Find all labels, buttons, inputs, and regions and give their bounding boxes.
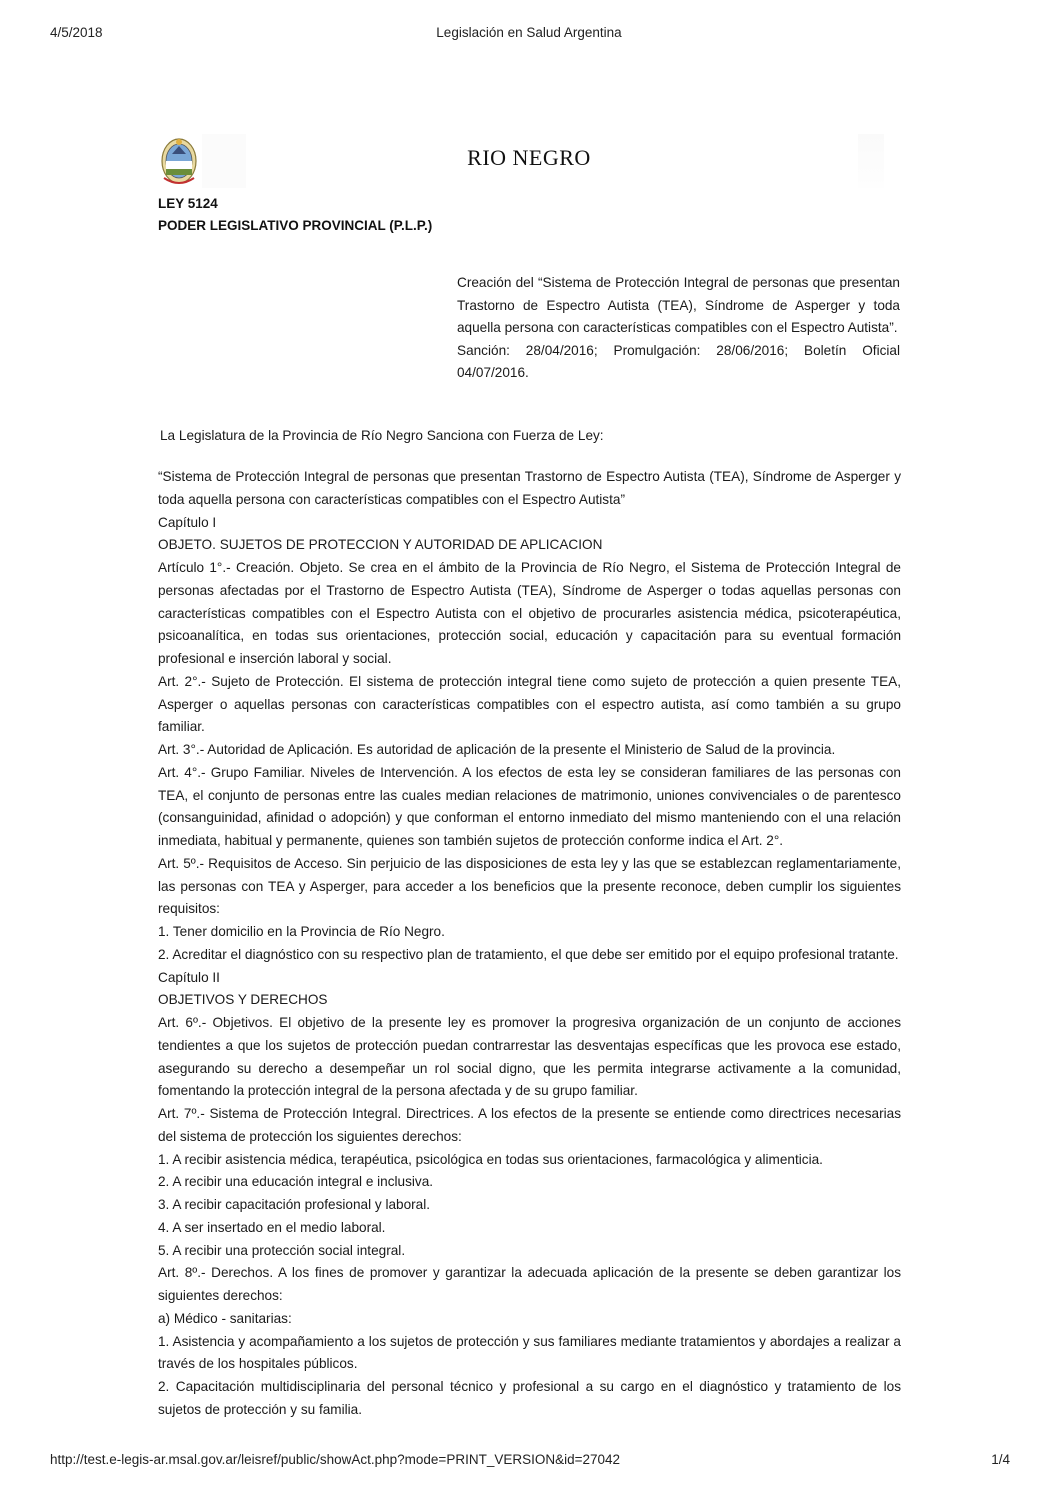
article-6: Art. 6º.- Objetivos. El objetivo de la presente ley es promover la progresiva organización de un conjunto de acciones tendientes a que los sujetos de protección puedan contrarrestar las desventajas específicas que les provoca ese estado, asegurando su derecho a desempeñar un rol social digno, que les permita integrarse activamente a la comunidad, fomentando la protección integral de la persona afectada y de su grupo familiar.	[158, 1015, 901, 1099]
print-footer	[0, 1452, 1058, 1472]
article-3: Art. 3°.- Autoridad de Aplicación. Es autoridad de aplicación de la presente el Ministerio de Salud de la provincia.	[158, 742, 836, 757]
article-7: Art. 7º.- Sistema de Protección Integral. Directrices. A los efectos de la presente se entiende como directrices necesarias del sistema de protección los siguientes derechos:	[158, 1106, 901, 1144]
article-5-item: 1. Tener domicilio en la Provincia de Río Negro.	[158, 924, 445, 939]
law-summary	[457, 272, 900, 385]
article-8-item: 1. Asistencia y acompañamiento a los sujetos de protección y sus familiares mediante tratamientos y abordajes a realizar a través de los hospitales públicos.	[158, 1333, 901, 1372]
article-2: Art. 2°.- Sujeto de Protección. El sistema de protección integral tiene como sujeto de protección a quien presente TEA, Asperger o aquellas personas con características compatibles con el espectro autista, así como también a su grupo familiar.	[158, 673, 901, 735]
chapter-title: OBJETO. SUJETOS DE PROTECCION Y AUTORIDAD DE APLICACION	[158, 537, 603, 553]
article-7-item: 3. A recibir capacitación profesional y laboral.	[158, 1197, 431, 1212]
chapter-heading: Capítulo I	[158, 514, 217, 530]
article-7-item: 2. A recibir una educación integral e inclusiva.	[158, 1174, 434, 1190]
province-name: RIO NEGRO	[467, 145, 591, 170]
law-body	[158, 466, 901, 1422]
print-title: Legislación en Salud Argentina	[436, 25, 622, 40]
law-number: LEY 5124	[158, 196, 218, 211]
article-4: Art. 4°.- Grupo Familiar. Niveles de Intervención. A los efectos de esta ley se consideran familiares de las personas con TEA, el conjunto de personas entre las cuales median relaciones de matrimonio, uniones convivenciales o de parentesco (consanguinidad, afinidad o adopción) y que conforman el entorno inmediato del mismo manteniendo con el una relación inmediata, habitual y permanente, quienes son también sujetos de protección conforme indica el Art. 2°.	[158, 764, 901, 848]
summary-description: Creación del “Sistema de Protección Integral de personas que presentan Trastorno de Espectro Autista (TEA), Síndrome de Asperger y toda aquella persona con características compatibles con el Espectro Autista”.	[457, 275, 900, 336]
source-url: http://test.e-legis-ar.msal.gov.ar/leisref/public/showAct.php?mode=PRINT_VERSION&id=27042	[50, 1452, 621, 1467]
article-7-item: 4. A ser insertado en el medio laboral.	[158, 1219, 386, 1235]
chapter-heading: Capítulo II	[158, 969, 220, 985]
article-8: Art. 8º.- Derechos. A los fines de promover y garantizar la adecuada aplicación de la presente se deben garantizar los siguientes derechos:	[158, 1265, 901, 1303]
article-5: Art. 5º.- Requisitos de Acceso. Sin perjuicio de las disposiciones de esta ley y las que se establezcan reglamentariamente, las personas con TEA y Asperger, para acceder a los beneficios que la presente reconoce, deben cumplir los siguientes requisitos:	[158, 855, 901, 917]
article-7-item: 5. A recibir una protección social integral.	[158, 1242, 406, 1258]
print-date: 4/5/2018	[50, 25, 103, 40]
summary-dates: Sanción: 28/04/2016; Promulgación: 28/06/2016; Boletín Oficial 04/07/2016.	[457, 342, 900, 381]
article-8-item: 2. Capacitación multidisciplinaria del personal técnico y profesional a su cargo en el diagnóstico y tratamiento de los sujetos de protección y su familia.	[158, 1379, 901, 1417]
article-5-item: 2. Acreditar el diagnóstico con su respectivo plan de tratamiento, el que debe ser emitido por el equipo profesional tratante.	[158, 946, 899, 962]
article-1: Artículo 1°.- Creación. Objeto. Se crea en el ámbito de la Provincia de Río Negro, el Sistema de Protección Integral de personas afectadas por el Trastorno de Espectro Autista (TEA), Síndrome de Asperger o todas aquellas personas con características compatibles con el Espectro Autista con el objetivo de procurarles asistencia médica, psicoterapéutica, psicoanalítica, en todas sus orientaciones, protección social, educación y capacitación para su eventual formación profesional e inserción laboral y social.	[158, 560, 901, 666]
print-header	[0, 25, 1058, 45]
law-identification	[158, 193, 432, 237]
enactment-formula: La Legislatura de la Provincia de Río Negro Sanciona con Fuerza de Ley:	[160, 428, 604, 443]
article-8-section: a) Médico - sanitarias:	[158, 1310, 292, 1326]
article-7-item: 1. A recibir asistencia médica, terapéutica, psicológica en todas sus orientaciones, farmacológica y alimenticia.	[158, 1151, 823, 1167]
chapter-title: OBJETIVOS Y DERECHOS	[158, 992, 328, 1008]
law-authority: PODER LEGISLATIVO PROVINCIAL (P.L.P.)	[158, 218, 433, 233]
page-number: 1/4	[991, 1452, 1010, 1467]
law-title: “Sistema de Protección Integral de personas que presentan Trastorno de Espectro Autista (TEA), Síndrome de Asperger y toda aquella persona con características compatibles con el Espectro Autista”	[158, 469, 901, 507]
